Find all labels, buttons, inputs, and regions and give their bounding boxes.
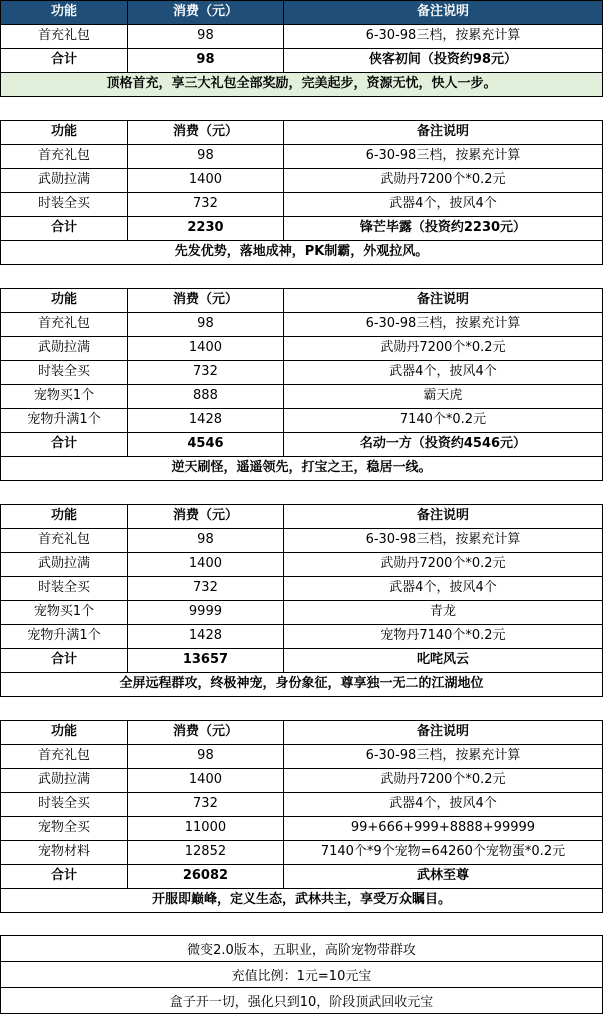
tier-slogan: 先发优势，落地成神，PK制霸，外观拉风。 — [1, 241, 603, 265]
table-row — [1, 145, 603, 169]
feature-cell: 宠物材料 — [1, 841, 128, 865]
tier-4-table — [0, 504, 603, 697]
table-row — [1, 745, 603, 769]
footer-recharge-ratio: 充值比例：1元=10元宝 — [1, 962, 603, 988]
cost-cell: 732 — [128, 577, 284, 601]
total-cost: 4546 — [128, 433, 284, 457]
note-cell: 武勋丹7200个*0.2元 — [283, 769, 602, 793]
feature-cell: 武勋拉满 — [1, 553, 128, 577]
feature-cell: 宠物买1个 — [1, 601, 128, 625]
note-cell: 武勋丹7200个*0.2元 — [283, 169, 602, 193]
header-cost: 消费（元） — [128, 289, 284, 313]
table-header — [1, 721, 603, 745]
tier-title: 名动一方（投资约4546元） — [283, 433, 602, 457]
tier-slogan: 全屏远程群攻，终极神宠，身份象征，尊享独一无二的江湖地位 — [1, 673, 603, 697]
table-header — [1, 1, 603, 25]
cost-cell: 98 — [128, 745, 284, 769]
footer-version: 微变2.0版本，五职业，高阶宠物带群攻 — [1, 936, 603, 962]
table-row — [1, 601, 603, 625]
tier-title: 侠客初间（投资约98元） — [283, 49, 602, 73]
header-cost: 消费（元） — [128, 121, 284, 145]
cost-cell: 1428 — [128, 409, 284, 433]
feature-cell: 时装全买 — [1, 577, 128, 601]
table-row — [1, 169, 603, 193]
total-row — [1, 649, 603, 673]
table-row — [1, 385, 603, 409]
cost-cell: 1428 — [128, 625, 284, 649]
tier-slogan: 顶格首充，享三大礼包全部奖励，完美起步，资源无忧，快人一步。 — [1, 73, 603, 97]
table-header — [1, 121, 603, 145]
slogan-row — [1, 73, 603, 97]
note-cell: 青龙 — [283, 601, 602, 625]
total-cost: 2230 — [128, 217, 284, 241]
note-cell: 6-30-98三档，按累充计算 — [283, 25, 602, 49]
header-feature: 功能 — [1, 1, 128, 25]
note-cell: 武器4个，披风4个 — [283, 577, 602, 601]
feature-cell: 武勋拉满 — [1, 769, 128, 793]
cost-cell: 98 — [128, 313, 284, 337]
footer-row — [1, 936, 603, 962]
table-row — [1, 841, 603, 865]
header-feature: 功能 — [1, 121, 128, 145]
table-row — [1, 409, 603, 433]
cost-cell: 1400 — [128, 553, 284, 577]
cost-cell: 12852 — [128, 841, 284, 865]
table-row — [1, 313, 603, 337]
header-note: 备注说明 — [283, 121, 602, 145]
cost-cell: 732 — [128, 793, 284, 817]
table-row — [1, 817, 603, 841]
tier-slogan: 开服即巅峰，定义生态，武林共主，享受万众瞩目。 — [1, 889, 603, 913]
tier-5-table — [0, 720, 603, 913]
total-label: 合计 — [1, 649, 128, 673]
footer-row — [1, 988, 603, 1014]
cost-cell: 1400 — [128, 169, 284, 193]
note-cell: 6-30-98三档，按累充计算 — [283, 745, 602, 769]
feature-cell: 首充礼包 — [1, 145, 128, 169]
table-row — [1, 553, 603, 577]
slogan-row — [1, 457, 603, 481]
header-note: 备注说明 — [283, 289, 602, 313]
note-cell: 7140个*9个宠物=64260个宠物蛋*0.2元 — [283, 841, 602, 865]
total-cost: 26082 — [128, 865, 284, 889]
table-header — [1, 289, 603, 313]
cost-cell: 98 — [128, 529, 284, 553]
table-row — [1, 361, 603, 385]
feature-cell: 时装全买 — [1, 361, 128, 385]
header-cost: 消费（元） — [128, 1, 284, 25]
total-row — [1, 217, 603, 241]
cost-cell: 1400 — [128, 337, 284, 361]
table-row — [1, 337, 603, 361]
table-row — [1, 793, 603, 817]
note-cell: 6-30-98三档，按累充计算 — [283, 145, 602, 169]
header-note: 备注说明 — [283, 721, 602, 745]
header-feature: 功能 — [1, 505, 128, 529]
note-cell: 武勋丹7200个*0.2元 — [283, 553, 602, 577]
tier-title: 锋芒毕露（投资约2230元） — [283, 217, 602, 241]
cost-cell: 11000 — [128, 817, 284, 841]
feature-cell: 首充礼包 — [1, 313, 128, 337]
header-feature: 功能 — [1, 289, 128, 313]
footer-info-table — [0, 935, 603, 1014]
table-row — [1, 529, 603, 553]
cost-cell: 9999 — [128, 601, 284, 625]
slogan-row — [1, 241, 603, 265]
header-cost: 消费（元） — [128, 505, 284, 529]
tier-1-table — [0, 0, 603, 97]
total-label: 合计 — [1, 433, 128, 457]
total-cost: 98 — [128, 49, 284, 73]
feature-cell: 宠物升满1个 — [1, 625, 128, 649]
cost-cell: 888 — [128, 385, 284, 409]
header-cost: 消费（元） — [128, 721, 284, 745]
total-row — [1, 433, 603, 457]
tier-title: 叱咤风云 — [283, 649, 602, 673]
cost-cell: 98 — [128, 25, 284, 49]
tier-title: 武林至尊 — [283, 865, 602, 889]
note-cell: 99+666+999+8888+99999 — [283, 817, 602, 841]
table-header — [1, 505, 603, 529]
feature-cell: 首充礼包 — [1, 745, 128, 769]
feature-cell: 时装全买 — [1, 793, 128, 817]
slogan-row — [1, 889, 603, 913]
tier-3-table — [0, 288, 603, 481]
note-cell: 7140个*0.2元 — [283, 409, 602, 433]
feature-cell: 宠物买1个 — [1, 385, 128, 409]
cost-cell: 732 — [128, 361, 284, 385]
table-row — [1, 769, 603, 793]
feature-cell: 首充礼包 — [1, 25, 128, 49]
cost-cell: 732 — [128, 193, 284, 217]
note-cell: 6-30-98三档，按累充计算 — [283, 313, 602, 337]
total-label: 合计 — [1, 217, 128, 241]
feature-cell: 武勋拉满 — [1, 337, 128, 361]
note-cell: 武器4个，披风4个 — [283, 193, 602, 217]
table-row — [1, 193, 603, 217]
feature-cell: 时装全买 — [1, 193, 128, 217]
header-note: 备注说明 — [283, 505, 602, 529]
feature-cell: 宠物全买 — [1, 817, 128, 841]
note-cell: 6-30-98三档，按累充计算 — [283, 529, 602, 553]
cost-cell: 98 — [128, 145, 284, 169]
total-cost: 13657 — [128, 649, 284, 673]
note-cell: 霸天虎 — [283, 385, 602, 409]
slogan-row — [1, 673, 603, 697]
footer-box-note: 盒子开一切，强化只到10，阶段顶武回收元宝 — [1, 988, 603, 1014]
feature-cell: 首充礼包 — [1, 529, 128, 553]
total-label: 合计 — [1, 865, 128, 889]
tier-2-table — [0, 120, 603, 265]
cost-cell: 1400 — [128, 769, 284, 793]
header-note: 备注说明 — [283, 1, 602, 25]
table-row — [1, 25, 603, 49]
note-cell: 武器4个，披风4个 — [283, 361, 602, 385]
table-row — [1, 577, 603, 601]
feature-cell: 宠物升满1个 — [1, 409, 128, 433]
note-cell: 武器4个，披风4个 — [283, 793, 602, 817]
tier-slogan: 逆天刷怪，遥遥领先，打宝之王，稳居一线。 — [1, 457, 603, 481]
header-feature: 功能 — [1, 721, 128, 745]
footer-row — [1, 962, 603, 988]
total-row — [1, 865, 603, 889]
total-label: 合计 — [1, 49, 128, 73]
table-row — [1, 625, 603, 649]
feature-cell: 武勋拉满 — [1, 169, 128, 193]
total-row — [1, 49, 603, 73]
note-cell: 武勋丹7200个*0.2元 — [283, 337, 602, 361]
note-cell: 宠物丹7140个*0.2元 — [283, 625, 602, 649]
